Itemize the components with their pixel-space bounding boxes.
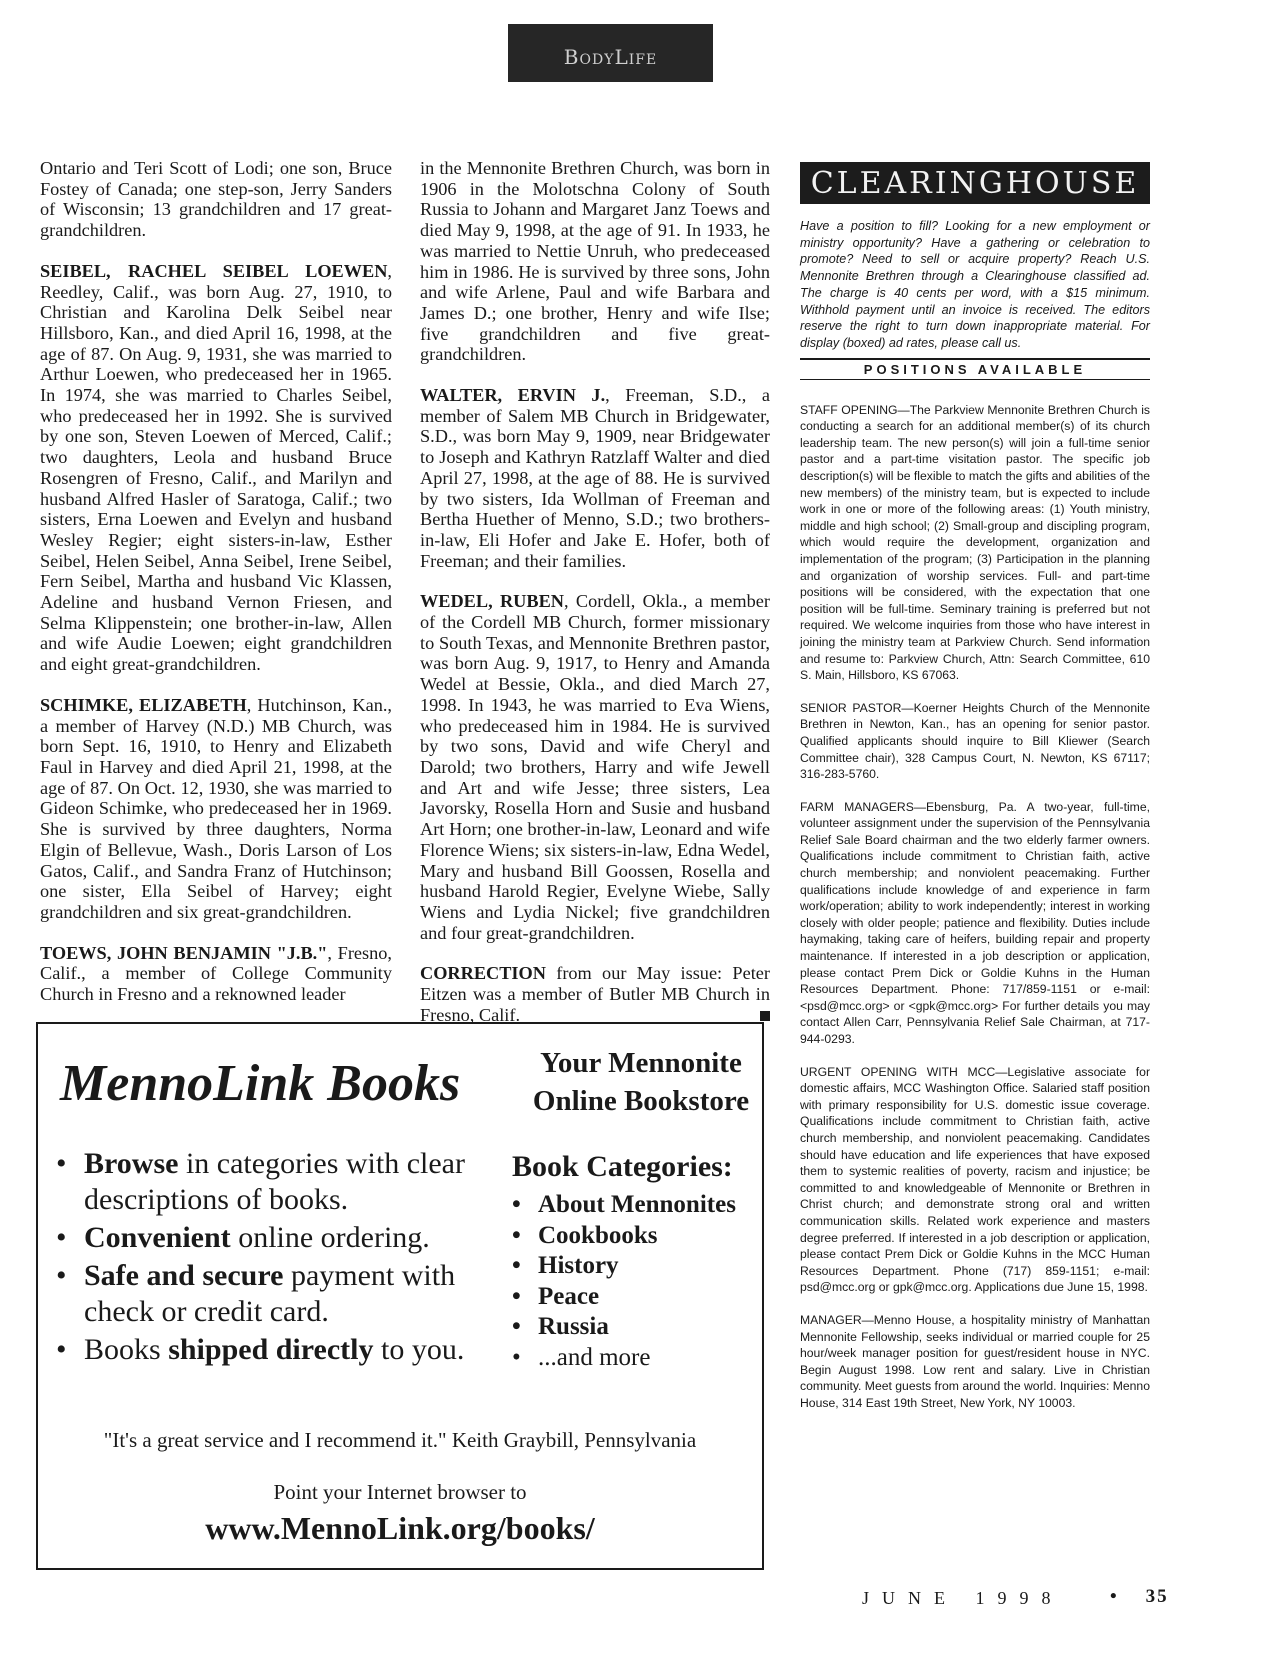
page-number xyxy=(1110,1586,1169,1608)
feature-emphasis: Browse xyxy=(84,1147,179,1180)
divider xyxy=(800,379,1150,380)
issue-date: JUNE 1998 xyxy=(862,1588,1064,1608)
feature-emphasis: Convenient xyxy=(84,1221,231,1254)
obituary-entry xyxy=(40,943,392,1005)
clearinghouse-column xyxy=(800,162,1150,1427)
category-item: • About Mennonites xyxy=(512,1190,736,1221)
feature-emphasis: shipped directly xyxy=(168,1333,374,1366)
category-list xyxy=(512,1190,736,1373)
obituary-column-2 xyxy=(420,158,770,1025)
obituary-name: SEIBEL, RACHEL SEIBEL LOEWEN xyxy=(40,260,388,281)
positions-heading: POSITIONS AVAILABLE xyxy=(800,358,1150,377)
ad-title: MennoLink Books xyxy=(60,1055,461,1112)
classified-ad: URGENT OPENING WITH MCC—Legislative associate for domestic affairs, MCC Washington Office. Salaried staff position with primary responsibility for U.S. domestic issue coverage. Qualifications include commitment to Christian faith, active church membership, and nonviolent peacemaking. Candidates should have education and life experiences that have exposed them to systemic realities of poverty, racism and injustice; be committed to and knowledgeable of Mennonite or Brethren in Christ church; and demonstrate strong oral and written communication skills. Related work experience and masters degree preferred. If interested in a job description or application, please contact Prem Dick or Goldie Kuhns in the MCC Human Resources Department. Phone (717) 859-1151; e-mail: psd@mcc.org or gpk@mcc.org. Applications due June 15, 1998. xyxy=(800,1064,1150,1295)
testimonial-quote: "It's a great service and I recommend it." Keith Graybill, Pennsylvania xyxy=(103,1428,697,1452)
separator-dot: • xyxy=(1110,1586,1119,1607)
feature-item xyxy=(56,1220,496,1256)
feature-item xyxy=(56,1258,496,1330)
obituary-text: , Freeman, S.D., a member of Salem MB Church in Bridgewater, S.D., was born May 9, 1909, near Bridgewater to Joseph and Kathryn Ratzlaff Walter and died April 27, 1998, at the age of 88. He is survived by two sisters, Ida Wollman of Freeman and Bertha Huether of Menno, S.D.; two brothers-in-law, Eli Hofer and Jake E. Hofer, both of Freeman; and their families. xyxy=(420,385,770,571)
feature-emphasis: Safe and secure xyxy=(84,1259,284,1292)
obituary-entry xyxy=(40,261,392,675)
obituary-text: , Reedley, Calif., was born Aug. 27, 1910, to Christian and Karolina Delk Seibel near Hillsboro, Kan., and died April 16, 1998, at the age of 87. On Aug. 9, 1931, she was married to Arthur Loewen, who predeceased her in 1965. In 1974, she was married to Charles Seibel, who predeceased her in 1992. She is survived by one son, Steven Loewen of Merced, Calif.; two daughters, Leola and husband Bruce Rosengren of Fresno, Calif., and Marilyn and husband Alfred Hasler of Saratoga, Calif.; two sisters, Erna Loewen and Evelyn and husband Wesley Regier; eight sisters-in-law, Esther Seibel, Helen Seibel, Anna Seibel, Irene Seibel, Fern Seibel, Martha and husband Vic Klassen, Adeline and husband Vernon Friesen, and Selma Klippenstein; one brother-in-law, Allen and wife Audie Loewen; eight grandchildren and eight great-grandchildren. xyxy=(40,260,392,675)
feature-text: Books xyxy=(84,1333,169,1366)
ad-subtitle-line: Your Mennonite xyxy=(540,1047,742,1079)
category-item: • Cookbooks xyxy=(512,1221,736,1252)
feature-text: online ordering. xyxy=(230,1221,430,1254)
obituary-name: WEDEL, RUBEN xyxy=(420,591,564,612)
classified-ad: SENIOR PASTOR—Koerner Heights Church of the Mennonite Brethren in Newton, Kan., has an opening for senior pastor. Qualified applicants should inquire to Bill Kliewer (Search Committee chair), 328 Campus Court, N. Newton, KS 67117; 316-283-5760. xyxy=(800,700,1150,782)
ad-subtitle-line: Online Bookstore xyxy=(532,1085,750,1117)
correction-note xyxy=(420,963,770,1025)
obituary-text: , Hutchinson, Kan., a member of Harvey (N.D.) MB Church, was born Sept. 16, 1910, to Henry and Elizabeth Faul in Harvey and died April 21, 1998, at the age of 87. On Oct. 12, 1930, she was married to Gideon Schimke, who predeceased her in 1969. She is survived by three daughters, Norma Elgin of Bellevue, Wash., Doris Larson of Los Gatos, Calif., and Sandra Franz of Hutchinson; one sister, Ella Seibel of Harvey; eight grandchildren and six great-grandchildren. xyxy=(40,694,392,922)
obituary-column-1 xyxy=(40,158,392,1005)
bookstore-url[interactable]: www.MennoLink.org/books/ xyxy=(205,1510,595,1546)
category-item: • Peace xyxy=(512,1282,736,1313)
feature-list xyxy=(56,1146,496,1370)
clearinghouse-intro: Have a position to fill? Looking for a new employment or ministry opportunity? Have a gathering or celebration to promote? Need to sell or acquire property? Reach U.S. Mennonite Brethren through a Clearinghouse classified ad. The charge is 40 cents per word, with a $15 minimum. Withhold payment until an invoice is received. The editors reserve the right to turn down inappropriate material. For display (boxed) ad rates, please call us. xyxy=(800,219,1150,350)
category-item: • ...and more xyxy=(512,1343,736,1374)
obituary-continuation: in the Mennonite Brethren Church, was born in 1906 in the Molotschna Colony of South Russia to Johann and Margaret Janz Toews and died May 9, 1998, at the age of 91. In 1933, he was married to Nettie Unruh, who predeceased him in 1986. He is survived by three sons, John and wife Arlene, Paul and wife Barbara and James D.; one brother, Henry and wife Ilse; five grandchildren and five great-grandchildren. xyxy=(420,158,770,365)
page-number-value: 35 xyxy=(1145,1586,1169,1607)
obituary-text: , Cordell, Okla., a member of the Cordell MB Church, former missionary to South Texas, and Mennonite Brethren pastor, was born Aug. 9, 1917, to Henry and Amanda Wedel at Bessie, Okla., and died March 27, 1998. In 1943, he was married to Eva Wiens, who predeceased him in 1984. He is survived by two sons, David and wife Cheryl and Darold; two brothers, Harry and wife Jewell and Art and wife Jesse; three sisters, Lea Javorsky, Rosella Horn and Susie and husband Art Horn; one brother-in-law, Leonard and wife Florence Wiens; six sisters-in-law, Edna Wedel, Mary and husband Bill Goossen, Rosella and husband Harold Regier, Evelyne Wiebe, Sally Wiens and Lydia Nickel; five grandchildren and four great-grandchildren. xyxy=(420,591,770,943)
correction-text: from our May issue: Peter Eitzen was a member of Butler MB Church in Fresno, Calif. xyxy=(420,963,770,1025)
correction-label: CORRECTION xyxy=(420,963,546,984)
obituary-name: SCHIMKE, ELIZABETH xyxy=(40,694,247,715)
obituary-entry xyxy=(40,695,392,923)
obituary-entry xyxy=(420,385,770,571)
browser-prompt: Point your Internet browser to xyxy=(273,1480,527,1504)
feature-text: payment with check or credit card. xyxy=(84,1259,456,1328)
classified-ad: MANAGER—Menno House, a hospitality ministry of Manhattan Mennonite Fellowship, seeks individual or married couple for 25 hour/week manager position for guest/resident house in NYC. Begin August 1998. Low rent and salary. Live in Christian community. Meet guests from around the world. Inquiries: Menno House, 314 East 19th Street, New York, NY 10003. xyxy=(800,1312,1150,1410)
classified-ad: STAFF OPENING—The Parkview Mennonite Brethren Church is conducting a search for an additional member(s) of its church leadership team. The new person(s) will join a full-time senior pastor and a part-time visitation pastor. The specific job description(s) will be flexible to match the gifts and abilities of the new members) of the ministry team, but is expected to include work in one or more of the following areas: (1) Youth ministry, middle and high school; (2) Small-group and discipling program, which would require the development, organization and implementation of the program; (3) Participation in the planning and organization of worship services. Full- and part-time positions will be considered, with the expectation that one position will be full-time. Seminary training is preferred but not required. We welcome inquiries from those who have interest in joining the ministry team at Parkview Church. Send information and resume to: Parkview Church, Attn: Search Committee, 610 S. Main, Hillsboro, KS 67063. xyxy=(800,402,1150,683)
feature-text: to you. xyxy=(373,1333,465,1366)
categories-title: Book Categories: xyxy=(512,1150,733,1183)
feature-item xyxy=(56,1332,496,1368)
feature-item xyxy=(56,1146,496,1218)
feature-text: in categories with clear descriptions of books. xyxy=(84,1147,465,1216)
obituary-entry xyxy=(420,591,770,943)
section-tab: BodyLife xyxy=(508,24,713,82)
ad-subtitle xyxy=(516,1044,766,1120)
obituary-text: , Fresno, Calif., a member of College Community Church in Fresno and a reknowned leader xyxy=(40,942,392,1005)
obituary-name: TOEWS, JOHN BENJAMIN "J.B." xyxy=(40,942,328,963)
obituary-name: WALTER, ERVIN J. xyxy=(420,385,606,406)
classified-ad: FARM MANAGERS—Ebensburg, Pa. A two-year, full-time, volunteer assignment under the supervision of the Pennsylvania Relief Sale Board chairman and the two elderly farmer owners. Qualifications include commitment to Christian faith, active church membership; and nonviolent peacemaking. Further qualifications include knowledge of and experience in farm work/operation; ability to work independently; interest in working closely with older people; patience and flexibility. Duties include haymaking, taking care of heifers, building repair and property maintenance. If interested in a job description or application, please contact Prem Dick or Goldie Kuhns in the Human Resources Department. Phone: 717/859-1151 or e-mail: <psd@mcc.org> or <gpk@mcc.org> For further details you may contact Allen Carr, Pennsylvania Relief Sale Chairman, at 717-944-0293. xyxy=(800,799,1150,1046)
end-mark-icon xyxy=(760,1011,770,1021)
obituary-continuation: Ontario and Teri Scott of Lodi; one son, Bruce Fostey of Canada; one step-son, Jerry Sanders of Wisconsin; 13 grandchildren and 17 great-grandchildren. xyxy=(40,158,392,241)
clearinghouse-banner: CLEARINGHOUSE xyxy=(800,162,1150,204)
category-item: • History xyxy=(512,1251,736,1282)
mennolink-advertisement xyxy=(36,1022,764,1570)
category-item: • Russia xyxy=(512,1312,736,1343)
